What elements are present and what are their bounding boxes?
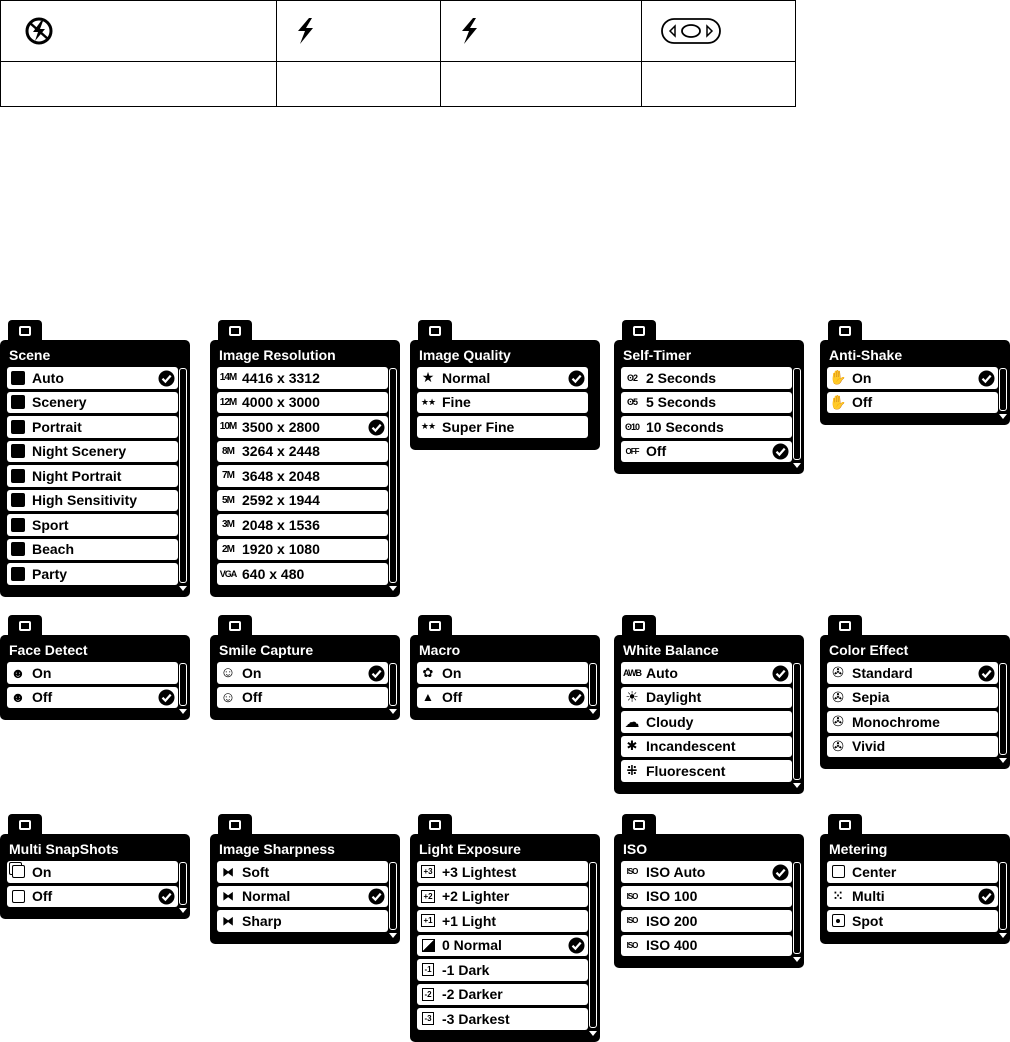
menu-item[interactable] <box>827 886 998 908</box>
option-icon: ⧓ <box>222 864 234 879</box>
scroll-down-arrow-icon[interactable] <box>179 586 187 591</box>
option-icon: ☻ <box>10 664 26 681</box>
scroll-down-arrow-icon[interactable] <box>999 758 1007 763</box>
menu-item-label: Off <box>32 888 53 905</box>
option-icon: ✇ <box>832 737 844 754</box>
option-icon <box>10 541 26 557</box>
option-icon: -2 <box>424 989 432 999</box>
option-icon: ʘ5 <box>626 397 637 408</box>
menu-item-label: On <box>442 664 462 681</box>
menu-title: Image Quality <box>419 347 511 363</box>
menu-item-label: Sepia <box>852 689 890 706</box>
option-icon: +3 <box>423 867 433 877</box>
menu-title: Smile Capture <box>219 642 314 658</box>
scrollbar[interactable] <box>793 663 801 780</box>
menu-item[interactable] <box>621 441 792 463</box>
option-icon <box>10 370 26 386</box>
scroll-down-arrow-icon[interactable] <box>793 463 801 468</box>
menu-item-label: Center <box>852 863 897 880</box>
check-icon <box>978 370 995 387</box>
menu-item-label: ISO 100 <box>646 888 698 905</box>
scrollbar[interactable] <box>179 663 187 706</box>
menu-title: White Balance <box>623 642 719 658</box>
check-icon <box>158 888 175 905</box>
menu-item[interactable] <box>7 563 178 585</box>
scroll-down-arrow-icon[interactable] <box>389 709 397 714</box>
wb-icon[interactable] <box>622 615 656 637</box>
menu-item-label: Super Fine <box>442 418 515 435</box>
menu-item[interactable] <box>621 687 792 709</box>
menu-title: Macro <box>419 642 461 658</box>
option-icon: 2M <box>222 543 234 555</box>
menu-title: Light Exposure <box>419 841 521 857</box>
option-icon: ʘ2 <box>626 372 637 383</box>
option-icon <box>10 888 26 904</box>
menu-panel <box>820 635 1010 769</box>
menu-item[interactable] <box>827 711 998 733</box>
menu-item-label: Off <box>646 443 667 460</box>
menu-title: Image Resolution <box>219 347 336 363</box>
option-icon: ISO <box>626 891 638 901</box>
option-icon: ☁ <box>624 713 640 731</box>
option-icon: ⧓ <box>222 889 234 904</box>
option-icon: ISO <box>626 916 638 926</box>
menu-panel <box>614 834 804 968</box>
flash-icon <box>295 16 317 46</box>
menu-panel <box>210 635 400 720</box>
flash-icon <box>459 16 481 46</box>
menu-item-label: -1 Dark <box>442 961 490 978</box>
menu-item[interactable] <box>217 861 388 883</box>
menu-item[interactable] <box>827 687 998 709</box>
menu-item[interactable] <box>417 392 588 414</box>
option-icon: ★ <box>421 369 435 386</box>
menu-item-label: 640 x 480 <box>242 565 305 582</box>
option-icon: ✇ <box>832 664 844 681</box>
menu-items <box>210 367 400 589</box>
navigation-pad-icon <box>660 16 722 46</box>
option-icon <box>10 492 26 508</box>
option-icon: AWB <box>623 667 641 678</box>
menu-title: Multi SnapShots <box>9 841 119 857</box>
option-icon: ⧓ <box>222 913 234 928</box>
scroll-down-arrow-icon[interactable] <box>793 957 801 962</box>
menu-item[interactable] <box>217 465 388 487</box>
scrollbar[interactable] <box>589 862 597 1028</box>
menu-item[interactable] <box>7 441 178 463</box>
menu-items <box>210 662 400 712</box>
check-icon <box>978 665 995 682</box>
flash-mode-table <box>0 0 796 107</box>
menu-panel <box>0 340 190 597</box>
menu-item-label: Night Scenery <box>32 443 127 460</box>
menu-item-label: Normal <box>242 888 291 905</box>
menu-items <box>614 662 804 786</box>
menu-item[interactable] <box>7 539 178 561</box>
option-icon: ISO <box>626 940 638 950</box>
menu-item-label: -3 Darkest <box>442 1010 510 1027</box>
menu-item[interactable] <box>7 490 178 512</box>
option-icon: ✇ <box>832 688 844 705</box>
menu-item[interactable] <box>217 441 388 463</box>
menu-item[interactable] <box>621 935 792 957</box>
scrollbar[interactable] <box>999 862 1007 930</box>
menu-item-label: Auto <box>646 664 678 681</box>
scrollbar[interactable] <box>793 862 801 954</box>
menu-panel <box>210 340 400 597</box>
scroll-down-arrow-icon[interactable] <box>999 414 1007 419</box>
option-icon: ☻ <box>10 689 26 706</box>
option-icon: 12M <box>219 396 237 408</box>
menu-title: Image Sharpness <box>219 841 335 857</box>
menu-item-label: On <box>32 863 52 880</box>
timer-icon[interactable] <box>622 320 656 342</box>
option-icon: 10M <box>219 421 237 433</box>
menu-item-label: 4000 x 3000 <box>242 394 320 411</box>
option-icon: VGA <box>219 568 237 579</box>
menu-item-label: Party <box>32 565 68 582</box>
scrollbar[interactable] <box>999 663 1007 755</box>
menu-item[interactable] <box>417 662 588 684</box>
menu-item[interactable] <box>217 490 388 512</box>
option-icon: ⁙ <box>832 889 844 904</box>
menu-item[interactable] <box>417 935 588 957</box>
menu-panel <box>820 834 1010 944</box>
menu-item[interactable] <box>417 861 588 883</box>
scrollbar[interactable] <box>389 862 397 930</box>
menu-items <box>210 861 400 936</box>
check-icon <box>568 370 585 387</box>
menu-item[interactable] <box>621 662 792 684</box>
menu-item-label: Portrait <box>32 418 82 435</box>
menu-item[interactable] <box>621 760 792 782</box>
smile-icon[interactable] <box>218 615 252 637</box>
menu-item[interactable] <box>7 687 178 709</box>
menu-item-label: Monochrome <box>852 713 940 730</box>
menu-item-label: Spot <box>852 912 884 929</box>
check-icon <box>368 888 385 905</box>
menu-item-label: 0 Normal <box>442 937 502 954</box>
menu-title: ISO <box>623 841 648 857</box>
menu-item[interactable] <box>217 392 388 414</box>
check-icon <box>368 665 385 682</box>
menu-item[interactable] <box>7 392 178 414</box>
option-icon <box>830 864 846 880</box>
check-icon <box>772 443 789 460</box>
menu-item[interactable] <box>217 886 388 908</box>
menu-item[interactable] <box>621 736 792 758</box>
menu-items <box>0 861 190 911</box>
menu-item[interactable] <box>621 910 792 932</box>
menu-item[interactable] <box>417 416 588 438</box>
option-icon: ✿ <box>422 664 434 680</box>
menu-item-label: Daylight <box>646 689 702 706</box>
menu-item-label: ISO 400 <box>646 937 698 954</box>
check-icon <box>158 370 175 387</box>
menu-item-label: 1920 x 1080 <box>242 541 320 558</box>
menu-item[interactable] <box>827 861 998 883</box>
menu-items <box>614 861 804 960</box>
option-icon: 3M <box>222 519 234 531</box>
menu-panel <box>614 340 804 474</box>
menu-item[interactable] <box>417 886 588 908</box>
scroll-down-arrow-icon[interactable] <box>589 1031 597 1036</box>
menu-panel <box>410 635 600 720</box>
menu-items <box>820 861 1010 936</box>
menu-item-label: Off <box>32 689 53 706</box>
menu-item[interactable] <box>621 392 792 414</box>
menu-item[interactable] <box>7 514 178 536</box>
option-icon: ✱ <box>626 738 638 754</box>
navigation-pad-cell <box>642 1 796 62</box>
menu-item[interactable] <box>7 416 178 438</box>
option-icon: ʘ10 <box>624 421 639 432</box>
menu-panel <box>820 340 1010 425</box>
menu-item-label: On <box>852 369 872 386</box>
menu-item[interactable] <box>417 910 588 932</box>
menu-item[interactable] <box>621 367 792 389</box>
menu-panel <box>210 834 400 944</box>
menu-title: Self-Timer <box>623 347 692 363</box>
menu-item[interactable] <box>7 465 178 487</box>
menu-items <box>820 367 1010 417</box>
menu-item-label: Off <box>442 689 463 706</box>
menu-item-label: Standard <box>852 664 913 681</box>
hand-icon[interactable] <box>828 320 862 342</box>
option-icon: ✋ <box>829 369 847 386</box>
option-icon <box>10 864 26 880</box>
menu-item-label: Fine <box>442 394 471 411</box>
menu-item-label: ISO Auto <box>646 863 706 880</box>
menu-item-label: Night Portrait <box>32 467 122 484</box>
menu-title: Metering <box>829 841 888 857</box>
option-icon: 8M <box>222 445 234 457</box>
menu-items <box>0 367 190 589</box>
scrollbar[interactable] <box>999 368 1007 411</box>
menu-item-label: Fluorescent <box>646 762 726 779</box>
menu-item-label: Sport <box>32 516 69 533</box>
menu-item-label: Multi <box>852 888 885 905</box>
menu-item-label: Normal <box>442 369 491 386</box>
menu-item[interactable] <box>417 1008 588 1030</box>
flower-icon[interactable] <box>418 615 452 637</box>
menu-item[interactable] <box>827 910 998 932</box>
menu-item-label: 3648 x 2048 <box>242 467 320 484</box>
scrollbar[interactable] <box>589 663 597 706</box>
scrollbar[interactable] <box>793 368 801 460</box>
menu-item[interactable] <box>417 367 588 389</box>
ev-icon[interactable] <box>418 814 452 836</box>
menu-item-label: Cloudy <box>646 713 694 730</box>
menu-item-label: Beach <box>32 541 75 558</box>
star-icon[interactable] <box>418 320 452 342</box>
check-icon <box>158 689 175 706</box>
iso-icon[interactable] <box>622 814 656 836</box>
option-icon <box>830 913 846 929</box>
option-icon <box>10 566 26 582</box>
option-icon: ⁜ <box>626 762 638 778</box>
flash-on-cell <box>441 1 642 62</box>
menu-item[interactable] <box>217 514 388 536</box>
table-cell <box>642 62 796 107</box>
menu-item-label: On <box>32 664 52 681</box>
menu-item-label: +1 Light <box>442 912 497 929</box>
color-icon[interactable] <box>828 615 862 637</box>
scene-mode-icon[interactable] <box>8 320 42 342</box>
meter-icon[interactable] <box>828 814 862 836</box>
option-icon: ☀ <box>625 689 639 707</box>
menu-item-label: Auto <box>32 369 64 386</box>
option-icon: +1 <box>423 916 433 926</box>
menu-item[interactable] <box>417 959 588 981</box>
table-cell <box>277 62 441 107</box>
sharp-icon[interactable] <box>218 814 252 836</box>
scrollbar[interactable] <box>389 663 397 706</box>
check-icon <box>978 888 995 905</box>
option-icon: OFF <box>625 446 639 456</box>
menu-title: Color Effect <box>829 642 909 658</box>
face-icon[interactable] <box>8 615 42 637</box>
menu-item-label: +3 Lightest <box>442 863 517 880</box>
flash-off-cell <box>1 1 277 62</box>
menu-items <box>0 662 190 712</box>
menu-item[interactable] <box>217 662 388 684</box>
scroll-down-arrow-icon[interactable] <box>389 933 397 938</box>
menu-item-label: Sharp <box>242 912 282 929</box>
menu-item[interactable] <box>827 662 998 684</box>
resolution-icon[interactable] <box>218 320 252 342</box>
option-icon <box>10 443 26 459</box>
menu-item-label: 10 Seconds <box>646 418 724 435</box>
option-icon: 7M <box>222 470 234 482</box>
menu-panel <box>0 834 190 919</box>
option-icon: -3 <box>424 1014 432 1024</box>
check-icon <box>568 689 585 706</box>
menu-item-label: Off <box>852 394 873 411</box>
scrollbar[interactable] <box>389 368 397 583</box>
menu-item[interactable] <box>621 416 792 438</box>
scrollbar[interactable] <box>179 368 187 583</box>
menu-item-label: -2 Darker <box>442 986 503 1003</box>
menu-item-label: Off <box>242 689 263 706</box>
menu-item-label: +2 Lighter <box>442 888 510 905</box>
menu-panel <box>410 340 600 450</box>
check-icon <box>772 665 789 682</box>
option-icon <box>10 419 26 435</box>
menu-item[interactable] <box>417 687 588 709</box>
menu-item[interactable] <box>217 687 388 709</box>
scroll-down-arrow-icon[interactable] <box>179 908 187 913</box>
menu-item-label: Scenery <box>32 394 87 411</box>
menu-title: Scene <box>9 347 51 363</box>
scroll-down-arrow-icon[interactable] <box>793 783 801 788</box>
menu-item[interactable] <box>217 367 388 389</box>
menu-item-label: On <box>242 664 262 681</box>
multi-icon[interactable] <box>8 814 42 836</box>
menu-items <box>410 662 600 712</box>
menu-panel <box>614 635 804 794</box>
menu-item[interactable] <box>7 861 178 883</box>
option-icon: ☺ <box>220 688 236 706</box>
menu-item-label: Vivid <box>852 738 886 755</box>
menu-item[interactable] <box>827 392 998 414</box>
menu-item[interactable] <box>621 886 792 908</box>
menu-item-label: Incandescent <box>646 738 736 755</box>
option-icon: ISO <box>626 867 638 877</box>
menu-item-label: 2 Seconds <box>646 369 717 386</box>
menu-item-label: 3264 x 2448 <box>242 443 320 460</box>
option-icon <box>420 937 436 953</box>
menu-items <box>410 861 600 1034</box>
menu-item-label: 2048 x 1536 <box>242 516 320 533</box>
menu-item-label: High Sensitivity <box>32 492 138 509</box>
option-icon: -1 <box>424 965 432 975</box>
menu-item-label: 4416 x 3312 <box>242 369 320 386</box>
scroll-down-arrow-icon[interactable] <box>179 709 187 714</box>
option-icon <box>10 517 26 533</box>
menu-items <box>820 662 1010 761</box>
option-icon <box>10 468 26 484</box>
option-icon: 5M <box>222 494 234 506</box>
menu-item[interactable] <box>621 711 792 733</box>
menu-item[interactable] <box>417 984 588 1006</box>
menu-item-label: 5 Seconds <box>646 394 717 411</box>
menu-item[interactable] <box>827 367 998 389</box>
option-icon: ✋ <box>829 393 847 410</box>
menu-item[interactable] <box>217 910 388 932</box>
menu-item[interactable] <box>217 416 388 438</box>
menu-item[interactable] <box>217 539 388 561</box>
scroll-down-arrow-icon[interactable] <box>999 933 1007 938</box>
menu-panel <box>0 635 190 720</box>
menu-item-label: 2592 x 1944 <box>242 492 320 509</box>
check-icon <box>368 419 385 436</box>
menu-items <box>410 367 600 442</box>
flash-auto-cell <box>277 1 441 62</box>
option-icon: 14M <box>219 372 237 384</box>
scroll-down-arrow-icon[interactable] <box>589 709 597 714</box>
option-icon: ✇ <box>832 713 844 730</box>
menu-items <box>614 367 804 466</box>
option-icon: ▲ <box>422 690 434 705</box>
table-cell <box>441 62 642 107</box>
menu-item-label: 3500 x 2800 <box>242 418 320 435</box>
scrollbar[interactable] <box>179 862 187 905</box>
option-icon <box>10 394 26 410</box>
option-icon: ★★ <box>420 396 436 407</box>
menu-item[interactable] <box>827 736 998 758</box>
check-icon <box>568 937 585 954</box>
menu-item[interactable] <box>621 861 792 883</box>
menu-item[interactable] <box>7 886 178 908</box>
option-icon: ★★ <box>420 421 436 432</box>
menu-item-label: ISO 200 <box>646 912 698 929</box>
menu-title: Face Detect <box>9 642 88 658</box>
scroll-down-arrow-icon[interactable] <box>389 586 397 591</box>
menu-item[interactable] <box>217 563 388 585</box>
menu-item[interactable] <box>7 662 178 684</box>
flash-off-icon <box>19 16 59 46</box>
menu-title: Anti-Shake <box>829 347 903 363</box>
check-icon <box>772 864 789 881</box>
option-icon: ☺ <box>220 664 236 682</box>
menu-panel <box>410 834 600 1042</box>
menu-item[interactable] <box>7 367 178 389</box>
table-cell <box>1 62 277 107</box>
option-icon: +2 <box>423 891 433 901</box>
menu-item-label: Soft <box>242 863 270 880</box>
